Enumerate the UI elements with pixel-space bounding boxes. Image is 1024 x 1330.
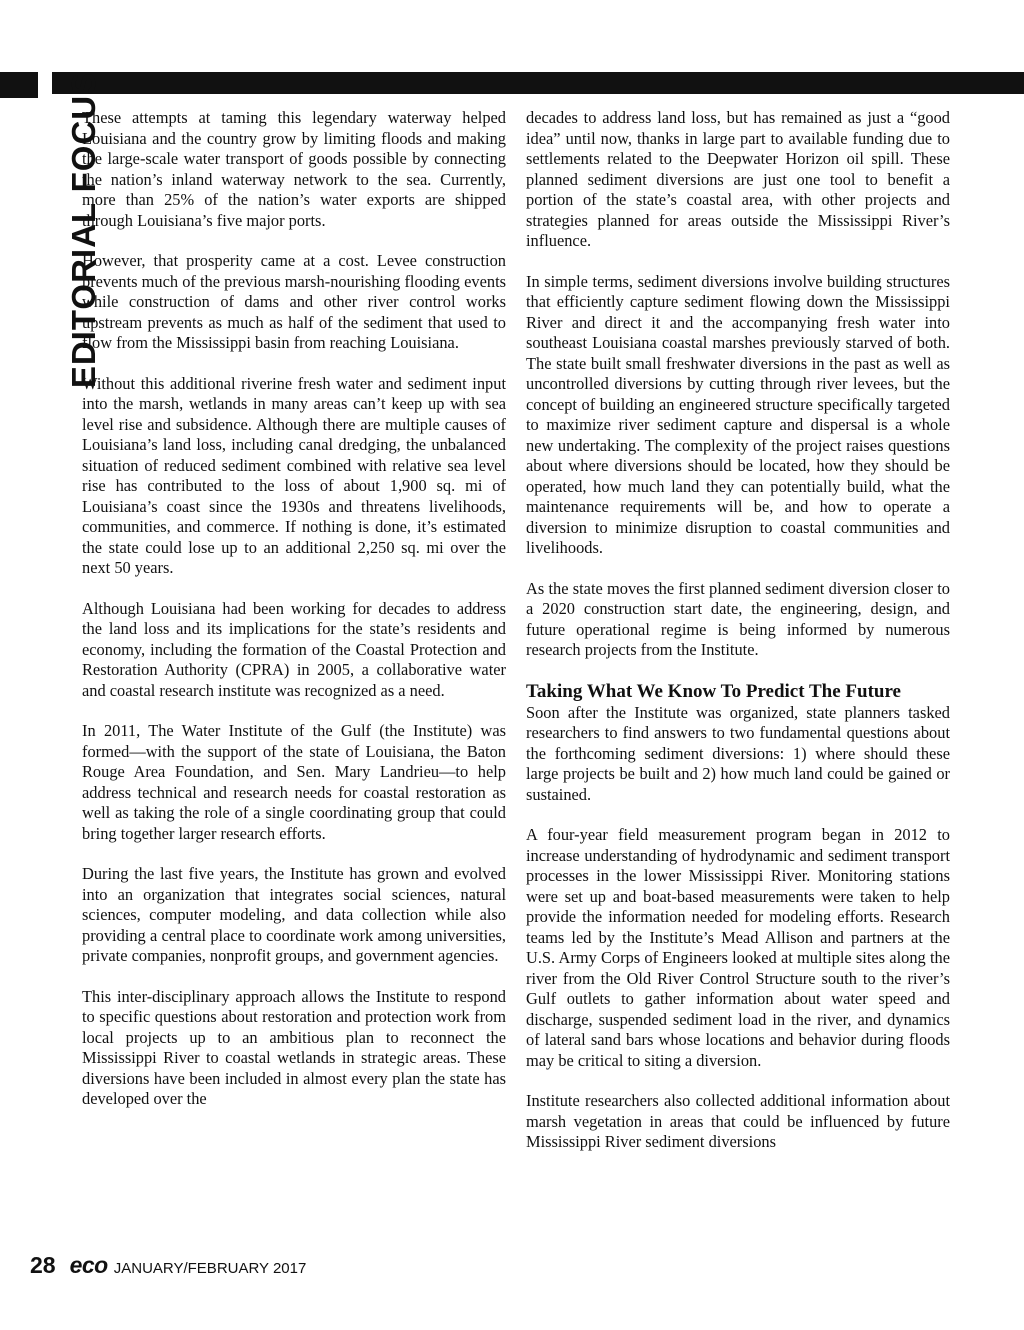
paragraph: Soon after the Institute was organized, state planners tasked researchers to find answers to two fundamental questions about the forthcoming sediment diversions: 1) where should these large projects be built and 2) how much land could be gained or sustained. bbox=[526, 702, 950, 804]
paragraph: This inter-disciplinary approach allows the Institute to respond to specific questions about restoration and protection work from local projects up to an ambitious plan to reconnect the Mississippi River to coastal wetlands in strategic areas. These diversions have been included in almost every plan the state has developed over the bbox=[82, 986, 506, 1108]
paragraph: Institute researchers also collected additional information about marsh vegetation in areas that could be influenced by future Mississippi River sediment diversions bbox=[526, 1091, 950, 1151]
magazine-logo: eco bbox=[69, 1252, 108, 1278]
article-left-column bbox=[82, 108, 506, 1130]
paragraph: However, that prosperity came at a cost. Levee construction prevents much of the previous marsh-nourishing flooding events while construction of dams and other river control works upstream prevents as much as half of the sediment that used to flow from the Mississippi basin from reaching Louisiana. bbox=[82, 251, 506, 352]
paragraph: In 2011, The Water Institute of the Gulf (the Institute) was formed—with the support of the state of Louisiana, the Baton Rouge Area Foundation, and Sen. Mary Landrieu—to help address technical and research needs for coastal restoration as well as taking the role of a single coordinating group that could bring together larger research efforts. bbox=[82, 721, 506, 843]
paragraph: During the last five years, the Institute has grown and evolved into an organization that integrates social sciences, natural sciences, computer modeling, and data collection while also providing a central place to coordinate work among universities, private companies, nonprofit groups, and government agencies. bbox=[82, 864, 506, 965]
section-subheading: Taking What We Know To Predict The Future bbox=[526, 680, 901, 702]
paragraph: In simple terms, sediment diversions involve building structures that efficiently capture sediment flowing down the Mississippi River and direct it and the accompanying fresh water into southeast Louisiana coastal marshes previously starved of both. The state built small freshwater diversions in the past as well as uncontrolled diversions by cutting through river levees, but the concept of building an engineered structure specifically targeted to maximize river sediment capture and dispersal is a whole new undertaking. The complexity of the project raises questions about where diversions should be located, how they should be operated, how much land they can potentially build, what the maintenance requirements will be, and how to operate a diversion to minimize disruption to coastal communities and livelihoods. bbox=[526, 271, 950, 557]
header-rule bbox=[52, 72, 1024, 94]
page-footer bbox=[30, 1252, 306, 1280]
paragraph: Without this additional riverine fresh water and sediment input into the marsh, wetlands in many areas can’t keep up with sea level rise and subsidence. Although there are multiple causes of Louisiana’s land loss, including canal dredging, the unbalanced situation of reduced sediment combined with relative sea level rise has contributed to the loss of about 1,900 sq. mi of Louisiana’s coast since the 1930s and threatens livelihoods, communities, and commerce. If nothing is done, it’s estimated the state could lose up to an additional 2,250 sq. mi over the next 50 years. bbox=[82, 373, 506, 577]
section-tab-marker bbox=[0, 72, 38, 98]
page-number: 28 bbox=[30, 1252, 56, 1278]
paragraph: These attempts at taming this legendary waterway helped Louisiana and the country grow by limiting floods and making the large-scale water transport of goods possible by connecting the nation’s inland waterway network to the sea. Currently, more than 25% of the nation’s water exports are shipped through Louisiana’s five major ports. bbox=[82, 108, 506, 230]
paragraph: As the state moves the first planned sediment diversion closer to a 2020 construction start date, the engineering, design, and future operational regime is being informed by numerous research projects from the Institute. bbox=[526, 578, 950, 659]
paragraph: Although Louisiana had been working for decades to address the land loss and its implications for the state’s residents and economy, including the formation of the Coastal Protection and Restoration Authority (CPRA) in 2005, a collaborative water and coastal research institute was recognized as a need. bbox=[82, 598, 506, 700]
article-right-column bbox=[526, 108, 950, 1173]
paragraph: decades to address land loss, but has remained as just a “good idea” until now, thanks in large part to available funding due to settlements related to the Deepwater Horizon oil spill. These planned sediment diversions are just one tool to benefit a portion of the state’s coastal area, with other projects and strategies planned for areas outside the Mississippi River’s influence. bbox=[526, 108, 950, 250]
issue-date: JANUARY/FEBRUARY 2017 bbox=[113, 1260, 307, 1277]
paragraph: A four-year field measurement program began in 2012 to increase understanding of hydrodynamic and sediment transport processes in the lower Mississippi River. Monitoring stations were set up and boat-based measurements were taken to help provide the information needed for modeling efforts. Research teams led by the Institute’s Mead Allison and partners at the U.S. Army Corps of Engineers looked at multiple sites along the river from the Old River Control Structure south to the river’s Gulf outlets to gather information about water speed and discharge, suspended sediment load in the river, and dynamics of lateral sand bars whose locations and behavior during floods may be critical to siting a diversion. bbox=[526, 825, 950, 1070]
section-label: EDITORIAL FOCUS bbox=[65, 71, 102, 389]
